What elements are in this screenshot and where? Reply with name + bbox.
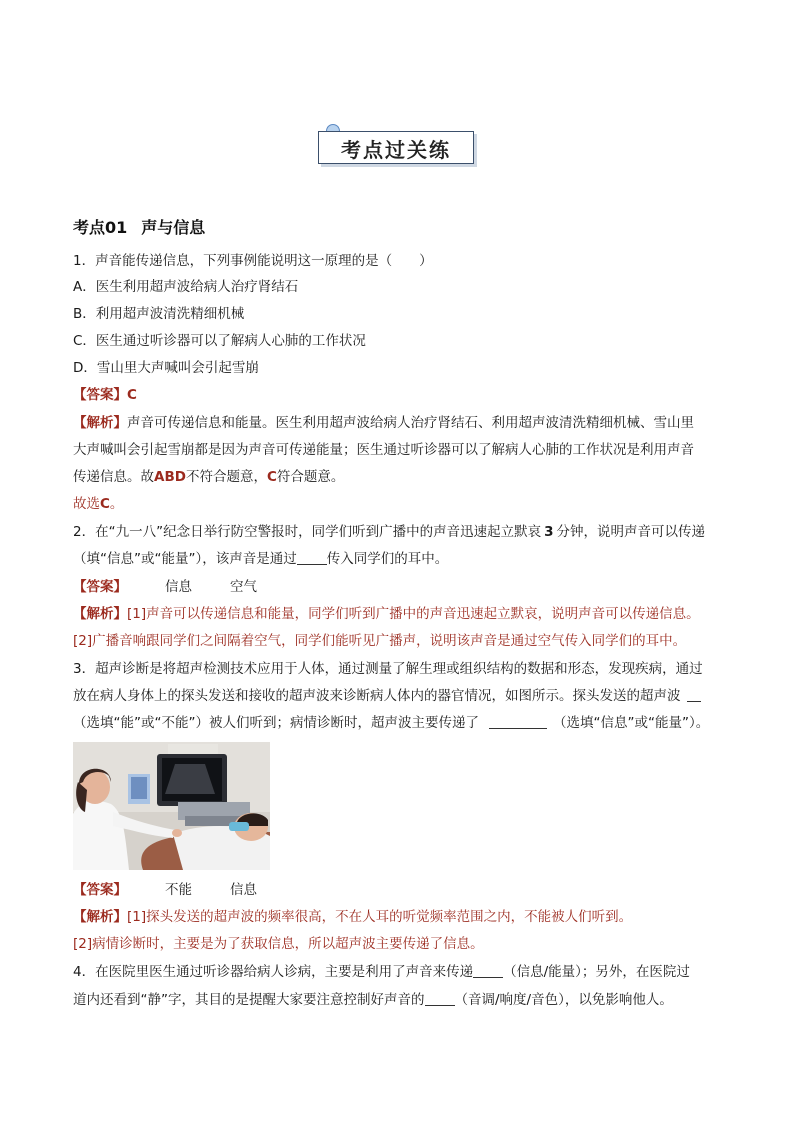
section-number: 考点01 [73, 218, 128, 237]
q3-blank-1 [687, 687, 701, 702]
q1-option-b: B．利用超声波清洗精细机械 [73, 306, 245, 322]
section-heading [73, 215, 205, 238]
q1-answer [73, 385, 137, 405]
ultrasound-illustration [73, 742, 270, 870]
q1-option-c: C．医生通过听诊器可以了解病人心肺的工作状况 [73, 333, 366, 349]
q1-analysis-line-3 [73, 467, 344, 487]
q3-answer-1: 不能 [165, 882, 192, 898]
q4-blank-1 [473, 963, 503, 978]
analysis-tag: 【解析】 [73, 606, 127, 622]
q4-stem-text-2b: （音调/响度/音色），以免影响他人。 [454, 992, 673, 1008]
q1-option-d: D．雪山里大声喊叫会引起雪崩 [73, 360, 259, 376]
q1-conclusion-text: 故选 [73, 496, 100, 512]
analysis-tag: 【解析】 [73, 415, 127, 431]
q2-analysis-text-2: 广播音响跟同学们之间隔着空气，同学们能听见广播声，说明该声音是通过空气传入同学们的耳中。 [92, 633, 687, 649]
q2-stem-line-2 [73, 549, 448, 569]
q4-stem-line-2 [73, 990, 673, 1010]
q1-conclusion-choice: C [100, 496, 110, 512]
q2-stem-text-1a: 2．在“九一八”纪念日举行防空警报时，同学们听到广播中的声音迅速起立默哀 [73, 524, 542, 540]
q2-analysis-line-2 [73, 631, 686, 651]
q3-answer-2: 信息 [230, 882, 257, 898]
q1-answer-value: C [127, 387, 137, 403]
q4-stem-line-1 [73, 962, 690, 982]
q1-conclusion [73, 494, 123, 514]
q1-option-a: A．医生利用超声波给病人治疗肾结石 [73, 279, 299, 295]
q3-analysis-text-2: 病情诊断时，主要是为了获取信息，所以超声波主要传递了信息。 [92, 936, 484, 952]
q3-answer [73, 880, 257, 900]
q1-analysis-line-1 [73, 413, 694, 433]
answer-tag: 【答案】 [73, 387, 127, 403]
q3-stem-line-3 [73, 713, 709, 733]
q4-stem-text-1b: （信息/能量）；另外，在医院过 [503, 964, 690, 980]
section-name: 声与信息 [141, 218, 206, 237]
q4-stem-text-1a: 4．在医院里医生通过听诊器给病人诊病，主要是利用了声音来传递 [73, 964, 474, 980]
q2-blank [297, 550, 327, 565]
q1-analysis-text-3a: 传递信息。故 [73, 469, 154, 485]
q1-analysis-c: C [266, 469, 277, 485]
q3-stem-text-3b: （选填“信息”或“能量”）。 [552, 715, 710, 731]
answer-tag: 【答案】 [73, 579, 127, 595]
q3-analysis-marker-1: [1] [127, 909, 147, 925]
q2-answer-2: 空气 [230, 579, 257, 595]
ultrasound-photo [73, 742, 270, 870]
q3-stem-line-1: 3．超声诊断是将超声检测技术应用于人体，通过测量了解生理或组织结构的数据和形态，发现疾病，通过 [73, 661, 703, 677]
q4-stem-text-2a: 道内还看到“静”字，其目的是提醒大家要注意控制好声音的 [73, 992, 425, 1008]
q3-analysis-text-1: 探头发送的超声波的频率很高，不在人耳的听觉频率范围之内，不能被人们听到。 [146, 909, 633, 925]
q2-stem-text-1c: 分钟，说明声音可以传递 [556, 524, 705, 540]
q2-stem-minutes: 3 [544, 524, 554, 540]
page-title: 考点过关练 [341, 138, 451, 162]
q1-stem [73, 251, 433, 271]
q3-analysis-line-1 [73, 907, 632, 927]
q1-analysis-line-2: 大声喊叫会引起雪崩都是因为声音可传递能量；医生通过听诊器可以了解病人心肺的工作状况是利用声音 [73, 442, 694, 458]
q2-stem-text-2a: （填“信息”或“能量”），该声音是通过 [73, 551, 297, 567]
q4-blank-2 [425, 991, 455, 1006]
q2-analysis-marker-2: [2] [73, 633, 93, 649]
q2-analysis-marker-1: [1] [127, 606, 147, 622]
q1-analysis-text-1: 声音可传递信息和能量。医生利用超声波给病人治疗肾结石、利用超声波清洗精细机械、雪山里 [127, 415, 694, 431]
q1-stem-text: 1．声音能传递信息，下列事例能说明这一原理的是（ ） [73, 253, 433, 269]
q3-stem-text-2: 放在病人身体上的探头发送和接收的超声波来诊断病人体内的器官情况，如图所示。探头发送的超声波 [73, 688, 681, 704]
q1-conclusion-end: 。 [109, 496, 124, 512]
q3-analysis-line-2 [73, 934, 484, 954]
q3-stem-text-3a: （选填“能”或“不能”）被人们听到；病情诊断时，超声波主要传递了 [73, 715, 479, 731]
q3-analysis-marker-2: [2] [73, 936, 93, 952]
q2-stem-text-2b: 传入同学们的耳中。 [326, 551, 449, 567]
q2-analysis-text-1: 声音可以传递信息和能量，同学们听到广播中的声音迅速起立默哀，说明声音可以传递信息。 [146, 606, 700, 622]
answer-tag: 【答案】 [73, 882, 127, 898]
q3-stem-line-2 [73, 686, 701, 706]
q1-analysis-text-3c: 不符合题意， [185, 469, 267, 485]
q1-analysis-text-3e: 符合题意。 [276, 469, 345, 485]
q2-analysis-line-1 [73, 604, 700, 624]
q2-stem-line-1 [73, 522, 705, 542]
analysis-tag: 【解析】 [73, 909, 127, 925]
q1-analysis-abd: ABD [154, 469, 186, 485]
q2-answer [73, 577, 257, 597]
q2-answer-1: 信息 [165, 579, 192, 595]
q3-blank-2 [489, 714, 547, 729]
title-banner [318, 131, 474, 164]
